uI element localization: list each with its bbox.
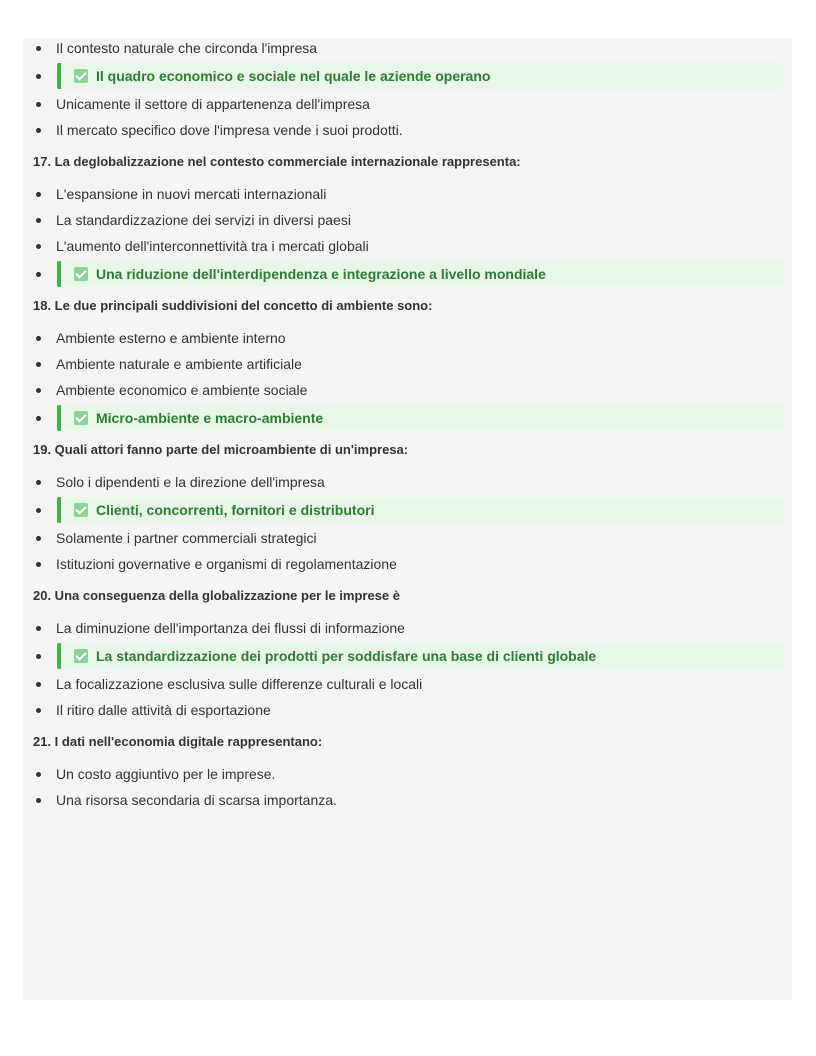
answer-option: [23, 615, 792, 641]
correct-answer-highlight: [57, 261, 784, 287]
correct-answer-text: La standardizzazione dei prodotti per soddisfare una base di clienti globale: [96, 647, 597, 664]
bullet-icon: [36, 272, 41, 277]
bullet-icon: [36, 772, 41, 777]
answer-text: Una risorsa secondaria di scarsa importanza.: [56, 791, 337, 808]
answer-option: [23, 207, 792, 233]
answer-option: [23, 671, 792, 697]
correct-answer-text: Il quadro economico e sociale nel quale le aziende operano: [96, 67, 491, 84]
answer-option-correct: [23, 405, 792, 431]
answer-option: [23, 787, 792, 813]
answer-option-correct: [23, 643, 792, 669]
answer-option: [23, 697, 792, 723]
bullet-icon: [36, 218, 41, 223]
answer-text: L'aumento dell'interconnettività tra i mercati globali: [56, 237, 369, 254]
answer-text: Solo i dipendenti e la direzione dell'impresa: [56, 473, 325, 490]
quiz-content: [23, 38, 792, 813]
answer-list: [23, 35, 792, 143]
correct-answer-text: Clienti, concorrenti, fornitori e distributori: [96, 501, 375, 518]
bullet-icon: [36, 388, 41, 393]
check-icon: [74, 267, 88, 281]
answer-option: [23, 233, 792, 259]
answer-list: [23, 615, 792, 723]
correct-answer-highlight: [57, 643, 784, 669]
question-title: 20. Una conseguenza della globalizzazione per le imprese è: [33, 588, 401, 603]
question-title: 19. Quali attori fanno parte del microambiente di un'impresa:: [33, 442, 409, 457]
correct-answer-highlight: [57, 497, 784, 523]
answer-option: [23, 91, 792, 117]
correct-answer-text: Una riduzione dell'interdipendenza e integrazione a livello mondiale: [96, 265, 546, 282]
bullet-icon: [36, 682, 41, 687]
answer-text: Un costo aggiuntivo per le imprese.: [56, 765, 276, 782]
bullet-icon: [36, 244, 41, 249]
answer-text: Solamente i partner commerciali strategici: [56, 529, 317, 546]
question-title: 21. I dati nell'economia digitale rappresentano:: [33, 734, 323, 749]
question-title: 18. Le due principali suddivisioni del concetto di ambiente sono:: [33, 298, 433, 313]
answer-text: Il mercato specifico dove l'impresa vende i suoi prodotti.: [56, 121, 403, 138]
check-icon: [74, 69, 88, 83]
correct-answer-highlight: [57, 405, 784, 431]
answer-text: Unicamente il settore di appartenenza dell'impresa: [56, 95, 370, 112]
answer-option: [23, 469, 792, 495]
answer-option-correct: [23, 497, 792, 523]
bullet-icon: [36, 626, 41, 631]
answer-option: [23, 325, 792, 351]
bullet-icon: [36, 416, 41, 421]
check-icon: [74, 503, 88, 517]
answer-text: Il ritiro dalle attività di esportazione: [56, 701, 271, 718]
answer-text: La focalizzazione esclusiva sulle differenze culturali e locali: [56, 675, 423, 692]
check-icon: [74, 649, 88, 663]
bullet-icon: [36, 192, 41, 197]
answer-option: [23, 377, 792, 403]
answer-option: [23, 117, 792, 143]
bullet-icon: [36, 102, 41, 107]
bullet-icon: [36, 562, 41, 567]
answer-option: [23, 35, 792, 61]
bullet-icon: [36, 508, 41, 513]
question-title: 17. La deglobalizzazione nel contesto commerciale internazionale rappresenta:: [33, 154, 521, 169]
answer-text: Istituzioni governative e organismi di regolamentazione: [56, 555, 397, 572]
answer-option: [23, 181, 792, 207]
answer-text: Ambiente esterno e ambiente interno: [56, 329, 286, 346]
bullet-icon: [36, 128, 41, 133]
check-icon: [74, 411, 88, 425]
answer-text: La diminuzione dell'importanza dei flussi di informazione: [56, 619, 405, 636]
bullet-icon: [36, 708, 41, 713]
bullet-icon: [36, 362, 41, 367]
bullet-icon: [36, 798, 41, 803]
bullet-icon: [36, 74, 41, 79]
answer-option: [23, 525, 792, 551]
answer-text: La standardizzazione dei servizi in diversi paesi: [56, 211, 351, 228]
bullet-icon: [36, 654, 41, 659]
answer-text: Il contesto naturale che circonda l'impresa: [56, 39, 318, 56]
answer-option: [23, 761, 792, 787]
bullet-icon: [36, 536, 41, 541]
answer-text: Ambiente naturale e ambiente artificiale: [56, 355, 302, 372]
correct-answer-text: Micro-ambiente e macro-ambiente: [96, 409, 324, 426]
answer-option: [23, 551, 792, 577]
answer-list: [23, 325, 792, 431]
correct-answer-highlight: [57, 63, 784, 89]
bullet-icon: [36, 46, 41, 51]
answer-text: L'espansione in nuovi mercati internazionali: [56, 185, 327, 202]
answer-option-correct: [23, 261, 792, 287]
answer-list: [23, 469, 792, 577]
answer-text: Ambiente economico e ambiente sociale: [56, 381, 308, 398]
answer-list: [23, 761, 792, 813]
answer-list: [23, 181, 792, 287]
answer-option-correct: [23, 63, 792, 89]
answer-option: [23, 351, 792, 377]
bullet-icon: [36, 336, 41, 341]
bullet-icon: [36, 480, 41, 485]
